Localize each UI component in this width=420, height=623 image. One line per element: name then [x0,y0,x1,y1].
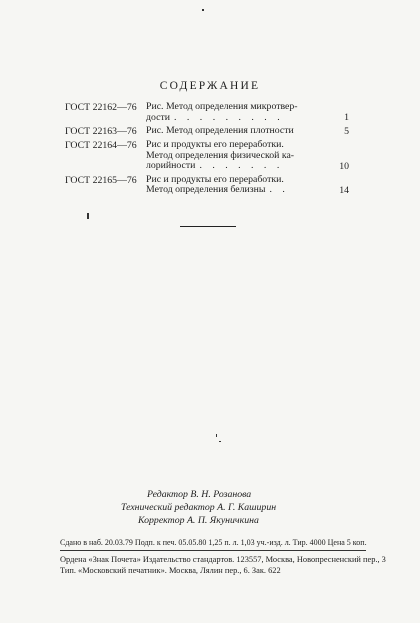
toc-description [146,175,324,196]
print-speck [219,441,221,442]
print-speck [216,434,217,437]
toc-list [65,102,355,199]
print-speck [87,213,89,219]
tech-editor-credit: Технический редактор А. Г. Каширин [121,502,277,513]
toc-entry [65,140,355,172]
toc-page-number: 10 [339,160,349,172]
publisher-info [60,554,386,576]
dot-leader: . . [269,184,289,195]
toc-line: Метод определения физической ка- [146,149,295,161]
toc-description [146,140,324,172]
print-details: Сдано в наб. 20.03.79 Подп. к печ. 05.05.80 1,25 п. л. 1,03 уч.-изд. л. Тир. 4000 Цена 5 коп. [60,538,367,547]
toc-line: дости [146,111,170,123]
toc-description [146,126,324,137]
printer-line: Тип. «Московский печатник». Москва, Лялин пер., 6. Зак. 622 [60,566,281,575]
dot-leader: . . . . . . . . . [174,111,284,123]
toc-line: лорийности [146,160,196,171]
editor-credit: Редактор В. Н. Розанова [147,489,252,500]
toc-line: Рис и продукты его переработки. [146,173,284,185]
toc-page-number: 14 [339,184,349,196]
toc-line: Рис. Метод определения микротвер- [146,101,298,112]
publisher-line: Ордена «Знак Почета» Издательство стандартов. 123557, Москва, Новопресненский пер., 3 [60,555,386,564]
toc-title: СОДЕРЖАНИЕ [159,80,261,92]
toc-standard: ГОСТ 22163—76 [65,126,137,137]
dot-leader: . . . . . . . [199,160,284,171]
corrector-credit: Корректор А. П. Якуничкина [138,515,259,526]
toc-entry [65,175,355,196]
toc-standard: ГОСТ 22165—76 [65,174,137,186]
toc-standard: ГОСТ 22164—76 [65,140,137,151]
toc-description [146,102,324,123]
imprint-rule [60,550,366,551]
toc-page-number: 1 [344,112,349,123]
toc-page-number: 5 [344,126,349,137]
toc-entry [65,102,355,123]
toc-line: Рис и продукты его переработки. [146,139,284,150]
toc-line: Рис. Метод определения плотности [146,125,294,136]
print-speck [202,9,204,11]
toc-line: Метод определения белизны [146,184,266,195]
toc-entry [65,126,355,137]
section-divider [180,226,236,227]
toc-standard: ГОСТ 22162—76 [65,102,137,113]
